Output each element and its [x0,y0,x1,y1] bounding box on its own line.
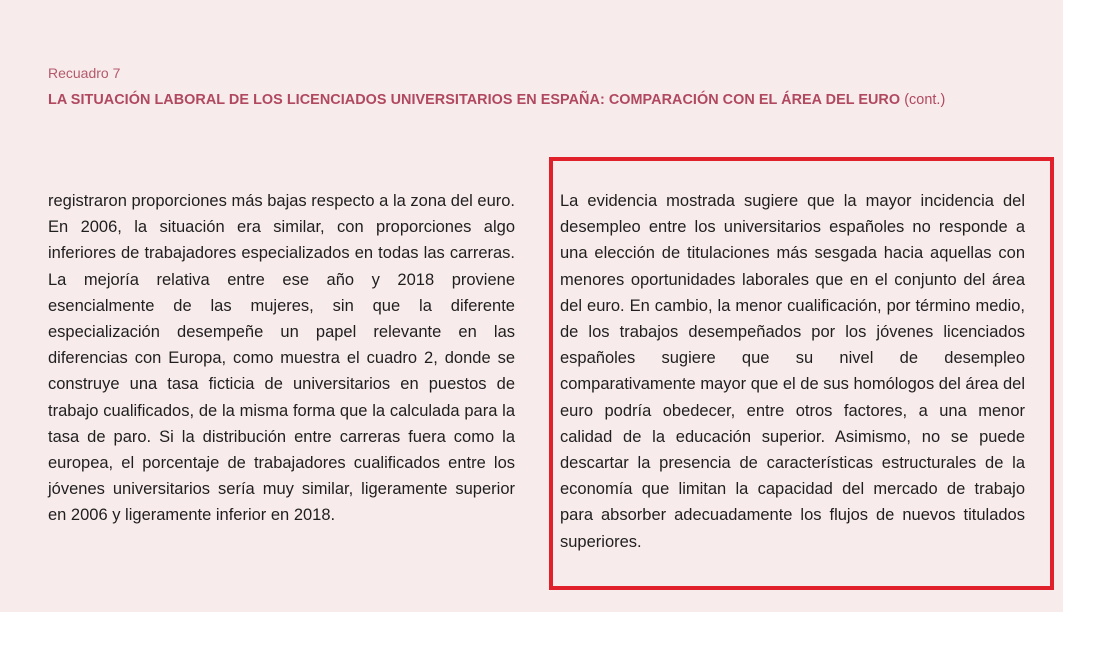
box-kicker: Recuadro 7 [48,65,121,81]
highlight-frame [549,157,1054,590]
right-column-paragraph: La evidencia mostrada sugiere que la mayor incidencia del desempleo entre los universitarios españoles no responde a una elección de titulaciones más sesgada hacia aquellas con menores oportunidades laborales que en el conjunto del área del euro. En cambio, la menor cualificación, por término medio, de los trabajos desempeñados por los jóvenes licenciados españoles sugiere que su nivel de desempleo comparativamente mayor que el de sus homólogos del área del euro podría obedecer, entre otros factores, a una menor calidad de la educación superior. Asimismo, no se puede descartar la presencia de características estructurales de la economía que limitan la capacidad del mercado de trabajo para absorber adecuadamente los flujos de nuevos titulados superiores. [560,192,1026,551]
box-title [48,89,968,111]
left-column-paragraph: registraron proporciones más bajas respecto a la zona del euro. En 2006, la situación era similar, con proporciones algo inferiores de trabajadores especializados en todas las carreras. La mejoría relativa entre ese año y 2018 proviene esencialmente de las mujeres, sin que la diferente especialización desempeñe un papel relevante en las diferencias con Europa, como muestra el cuadro 2, donde se construye una tasa ficticia de universitarios en puestos de trabajo cualificados, de la misma forma que la calculada para la tasa de paro. Si la distribución entre carreras fuera como la europea, el porcentaje de trabajadores cualificados entre los jóvenes universitarios sería muy similar, ligeramente superior en 2006 y ligeramente inferior en 2018. [48,192,515,525]
box-title-text: LA SITUACIÓN LABORAL DE LOS LICENCIADOS UNIVERSITARIOS EN ESPAÑA: COMPARACIÓN CON EL ÁREA DEL EURO [48,92,901,108]
box-title-suffix: (cont.) [904,92,946,108]
